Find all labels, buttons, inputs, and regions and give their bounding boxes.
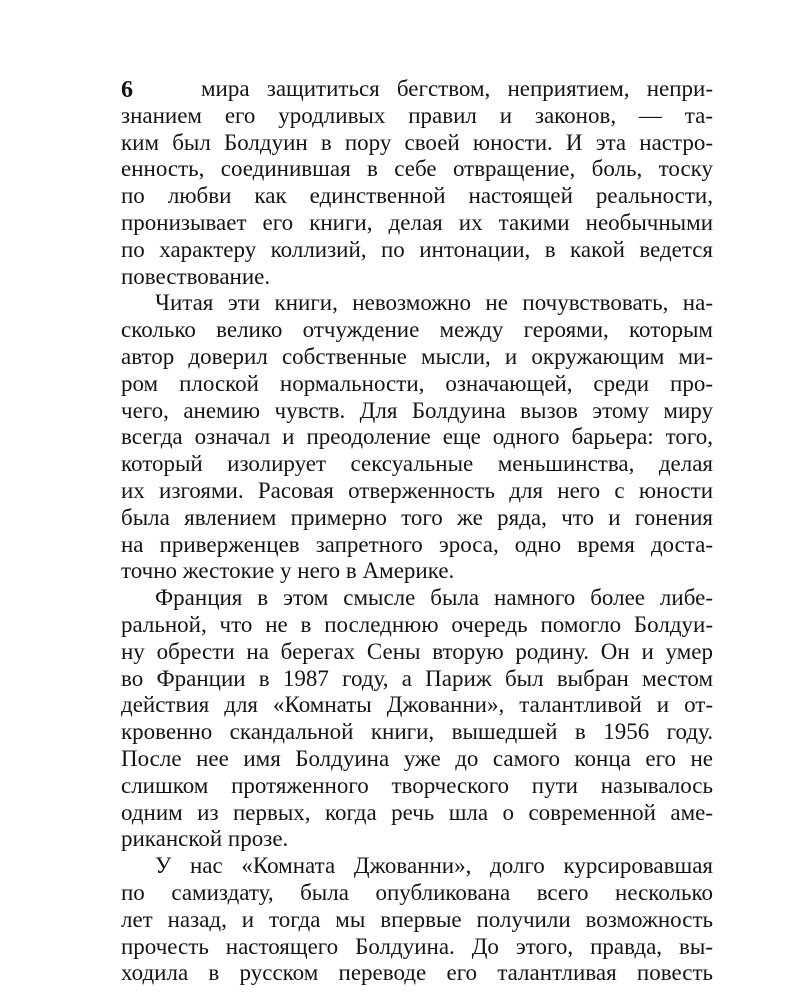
text-line: Читая эти книги, невозможно не почувствовать, на-	[155, 290, 713, 316]
page-number: 6	[121, 77, 133, 103]
text-line: по самиздату, была опубликована всего несколько	[121, 879, 713, 905]
text-line: на приверженцев запретного эроса, одно время доста-	[121, 531, 713, 557]
text-line: прочесть настоящего Болдуина. До этого, правда, вы-	[121, 933, 713, 959]
text-line: повествование.	[121, 263, 271, 289]
text-line: енность, соединившая в себе отвращение, боль, тоску	[121, 156, 713, 182]
text-line: слишком протяженного творческого пути называлось	[121, 772, 713, 798]
text-line: У нас «Комната Джованни», долго курсировавшая	[155, 853, 713, 879]
text-line: мира защититься бегством, неприятием, непри-	[201, 76, 713, 101]
text-line: кровенно скандальной книги, вышедшей в 1956 году.	[121, 719, 713, 745]
text-line: ходила в русском переводе его талантливая повесть	[121, 960, 713, 986]
text-line: Франция в этом смысле была намного более либе-	[155, 585, 713, 611]
text-line: была явлением примерно того же ряда, что и гонения	[121, 504, 713, 530]
text-line: их изгоями. Расовая отверженность для него с юности	[121, 477, 713, 503]
text-line: точно жестокие у него в Америке.	[121, 558, 455, 584]
text-line: всегда означал и преодоление еще одного барьера: того,	[121, 424, 713, 450]
text-line: действия для «Комнаты Джованни», талантливой и от-	[121, 692, 713, 718]
text-line: лет назад, и тогда мы впервые получили возможность	[121, 906, 713, 932]
body-text	[121, 76, 713, 987]
text-line: по характеру коллизий, по интонации, в какой ведется	[121, 236, 713, 262]
text-line: риканской прозе.	[121, 826, 289, 852]
text-line: После нее имя Болдуина уже до самого конца его не	[121, 745, 713, 771]
text-line: автор доверил собственные мысли, и окружающим ми-	[121, 343, 713, 369]
text-line: ким был Болдуин в пору своей юности. И эта настро-	[121, 129, 713, 155]
text-line: во Франции в 1987 году, а Париж был выбран местом	[121, 665, 713, 691]
text-line: знанием его уродливых правил и законов, — та-	[121, 102, 713, 128]
text-line: по любви как единственной настоящей реальности,	[121, 183, 713, 209]
text-line: ральной, что не в последнюю очередь помогло Болдуи-	[121, 611, 713, 637]
text-line: ну обрести на берегах Сены вторую родину. Он и умер	[121, 638, 713, 664]
text-line: одним из первых, когда речь шла о современной аме-	[121, 799, 713, 825]
text-line: ром плоской нормальности, означающей, среди про-	[121, 370, 713, 396]
text-line: который изолирует сексуальные меньшинства, делая	[121, 451, 713, 477]
text-line: чего, анемию чувств. Для Болдуина вызов этому миру	[121, 397, 713, 423]
text-line: пронизывает его книги, делая их такими необычными	[121, 209, 713, 235]
text-line: сколько велико отчуждение между героями, которым	[121, 317, 713, 343]
